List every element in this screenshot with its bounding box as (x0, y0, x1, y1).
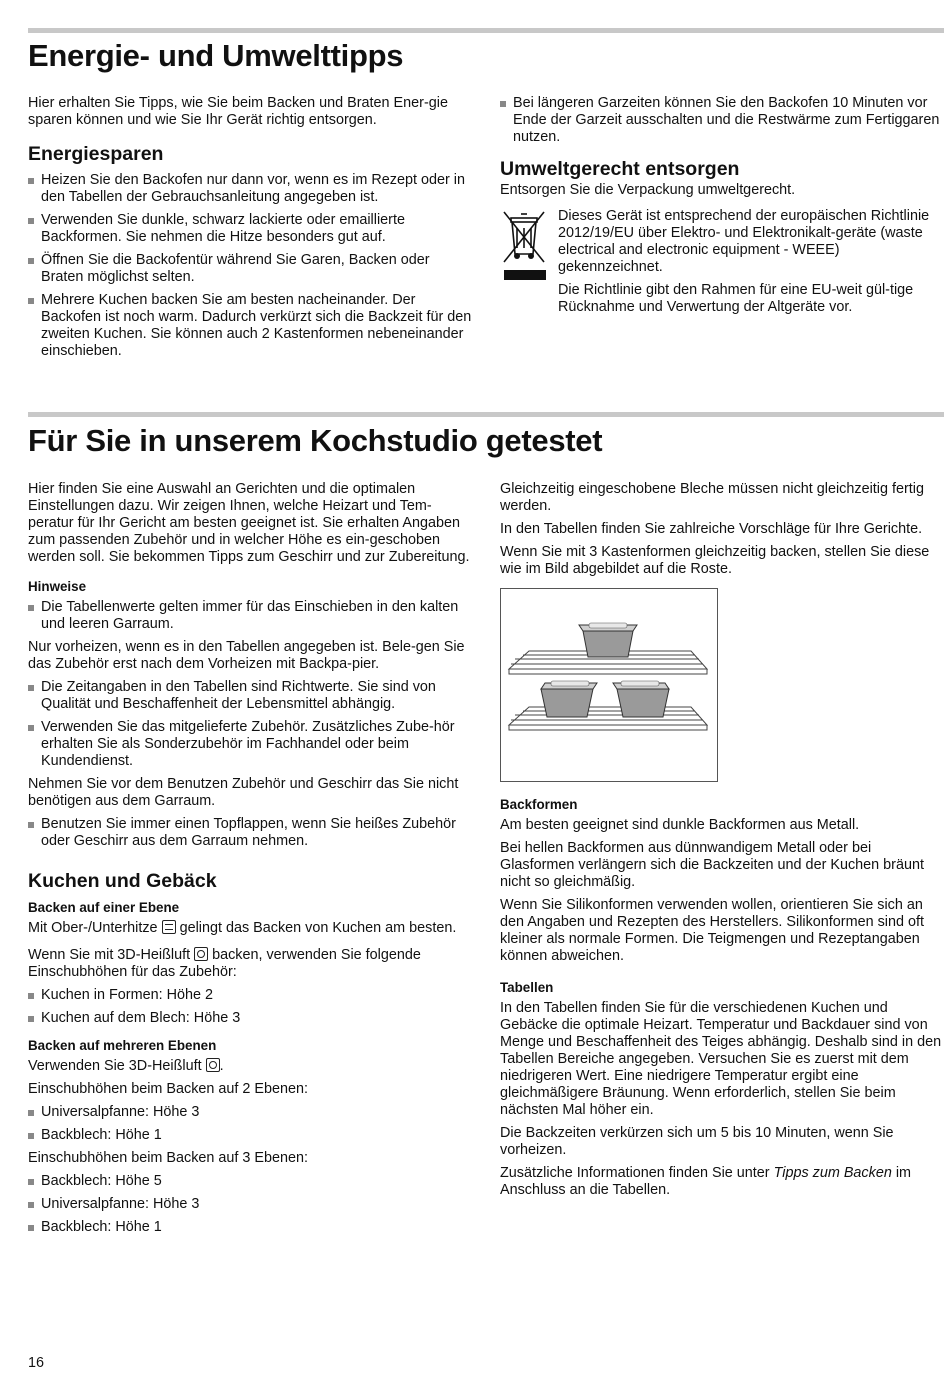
right-column-section2 (500, 481, 944, 1205)
list-item: Die Tabellenwerte gelten immer für das Einschieben in den kalten und leeren Garraum. (28, 599, 473, 633)
list-item: Verwenden Sie das mitgelieferte Zubehör. Zusätzliches Zube-hör erhalten Sie als Sonderzubehör im Fachhandel oder beim Kundendienst. (28, 719, 473, 770)
text: . (219, 1058, 224, 1074)
list-item: Universalpfanne: Höhe 3 (28, 1104, 473, 1121)
text: Bei hellen Backformen aus dünnwandigem Metall oder bei Glasformen verlängern sich die Backzeiten und der Kuchen bräunt nicht so gleichmäßig. (500, 840, 924, 890)
heading-entsorgen: Umweltgerecht entsorgen (500, 158, 740, 180)
list-item: Backblech: Höhe 5 (28, 1173, 473, 1190)
list-item: Bei längeren Garzeiten können Sie den Backofen 10 Minuten vor Ende der Garzeit ausschalten und die Restwärme zum Fertiggaren nutzen. (500, 95, 944, 146)
heading-tabellen: Tabellen (500, 980, 554, 995)
list-item: Backblech: Höhe 1 (28, 1219, 473, 1236)
two-levels-intro: Einschubhöhen beim Backen auf 2 Ebenen: (28, 1081, 309, 1097)
heading-backformen: Backformen (500, 797, 578, 812)
list-item: Öffnen Sie die Backofentür während Sie Garen, Backen oder Braten möglichst selten. (28, 252, 473, 286)
list-item-continuation: Nur vorheizen, wenn es in den Tabellen angegeben ist. Bele-gen Sie das Zubehör erst nach dem Vorheizen mit Backpa-pier. (28, 639, 465, 672)
energiesparen-list (28, 172, 473, 360)
heading-energiesparen: Energiesparen (28, 143, 164, 165)
top-bottom-heat-icon (162, 920, 176, 934)
weee-icon (500, 208, 558, 322)
list-item: Die Zeitangaben in den Tabellen sind Richtwerte. Sie sind von Qualität und Beschaffenheit der Lebensmittel abhängig. (28, 679, 473, 713)
list-item: Universalpfanne: Höhe 3 (28, 1196, 473, 1213)
left-column-section1 (28, 95, 473, 366)
text: Verwenden Sie 3D-Heißluft (28, 1058, 202, 1074)
heading-backen-mehreren-ebenen: Backen auf mehreren Ebenen (28, 1038, 217, 1053)
text: In den Tabellen finden Sie für die verschiedenen Kuchen und Gebäcke die optimale Heizart. Temperatur und Backdauer sind von Menge und Beschaffenheit des Teiges abhängig. Deshalb sind in den Tabellen Bereiche angegeben. Versuchen Sie es zuerst mit dem niedrigeren Wert. Eine niedrigere Temperatur ergibt eine gleichmäßigere Bräunung. Wenn erforderlich, stellen Sie beim nächsten Mal höher ein. (500, 1000, 942, 1118)
heading-backen-einer-ebene: Backen auf einer Ebene (28, 900, 180, 915)
text: gelingt das Backen von Kuchen am besten. (179, 920, 457, 936)
three-levels-list (28, 1173, 473, 1236)
section-rule (28, 412, 944, 417)
text: Wenn Sie mit 3D-Heißluft (28, 947, 191, 963)
text: Die Backzeiten verkürzen sich um 5 bis 10 Minuten, wenn Sie vorheizen. (500, 1125, 894, 1158)
list-item: Kuchen in Formen: Höhe 2 (28, 987, 473, 1004)
list-item: Backblech: Höhe 1 (28, 1127, 473, 1144)
three-levels-intro: Einschubhöhen beim Backen auf 3 Ebenen: (28, 1150, 309, 1166)
entsorgen-intro: Entsorgen Sie die Verpackung umweltgerecht. (500, 182, 796, 198)
page-number: 16 (28, 1355, 45, 1371)
hot-air-fan-icon (194, 947, 208, 961)
section-rule (28, 28, 944, 33)
list-item: Benutzen Sie immer einen Topflappen, wenn Sie heißes Zubehör oder Geschirr aus dem Garraum nehmen. (28, 816, 473, 850)
right-column-section1 (500, 95, 944, 322)
intro-text: Hier finden Sie eine Auswahl an Gerichten und die optimalen Einstellungen dazu. Wir zeigen Ihnen, welche Heizart und Tem-peratur für Ihr Gericht am besten geeignet ist. Sie erhalten Angaben zum passenden Zubehör und in welcher Höhe es ein-geschoben werden soll. Sie bekommen Tipps zum Geschirr und zur Zubereitung. (28, 481, 470, 565)
weee-block (500, 208, 944, 322)
heading-kuchen: Kuchen und Gebäck (28, 870, 217, 892)
text: Wenn Sie Silikonformen verwenden wollen, orientieren Sie sich an den Angaben und Rezepten des Herstellers. Silikonformen sind oft kleiner als normale Formen. Die Teigmengen und Rezeptangaben können abweichen. (500, 897, 924, 964)
baking-tins-on-racks-illustration (500, 588, 718, 782)
hot-air-fan-icon (206, 1058, 220, 1072)
text: Mit Ober-/Unterhitze (28, 920, 158, 936)
heading-hinweise: Hinweise (28, 579, 87, 594)
list-item: Mehrere Kuchen backen Sie am besten nacheinander. Der Backofen ist noch warm. Dadurch verkürzt sich die Backzeit für den zweiten Kuchen. Sie können auch 2 Kastenformen nebeneinander einschieben. (28, 292, 473, 360)
text: backen, verwenden Sie folgende Einschubhöhen für das Zubehör: (28, 947, 421, 980)
list-item: Heizen Sie den Backofen nur dann vor, wenn es im Rezept oder in den Tabellen der Gebrauchsanleitung angegeben ist. (28, 172, 473, 206)
intro-text: Hier erhalten Sie Tipps, wie Sie beim Backen und Braten Ener-gie sparen können und wie Sie Ihr Gerät richtig entsorgen. (28, 95, 448, 128)
list-item: Verwenden Sie dunkle, schwarz lackierte oder emaillierte Backformen. Sie nehmen die Hitze besonders gut auf. (28, 212, 473, 246)
list-item: Kuchen auf dem Blech: Höhe 3 (28, 1010, 473, 1027)
list-item-continuation: Nehmen Sie vor dem Benutzen Zubehör und Geschirr das Sie nicht benötigen aus dem Garraum. (28, 776, 459, 809)
emphasis-link-text: Tipps zum Backen (773, 1165, 892, 1181)
section-title-energie: Energie- und Umwelttipps (28, 38, 404, 73)
hinweise-list (28, 599, 473, 850)
text: In den Tabellen finden Sie zahlreiche Vorschläge für Ihre Gerichte. (500, 521, 923, 537)
text: Gleichzeitig eingeschobene Bleche müssen nicht gleichzeitig fertig werden. (500, 481, 924, 514)
text: Am besten geeignet sind dunkle Backformen aus Metall. (500, 817, 860, 833)
text: Zusätzliche Informationen finden Sie unter Tipps zum Backen im Anschluss an die Tabellen. (500, 1165, 912, 1198)
two-levels-list (28, 1104, 473, 1144)
weee-text-2: Die Richtlinie gibt den Rahmen für eine EU-weit gül-tige Rücknahme und Verwertung der Altgeräte vor. (558, 282, 914, 315)
ebene-list (28, 987, 473, 1027)
weee-text-1: Dieses Gerät ist entsprechend der europäischen Richtlinie 2012/19/EU über Elektro- und Elektronikalt-geräte (waste electrical and electronic equipment - WEEE) gekennzeichnet. (558, 208, 930, 275)
left-column-section2 (28, 481, 473, 1242)
text: Wenn Sie mit 3 Kastenformen gleichzeitig backen, stellen Sie diese wie im Bild abgebildet auf die Roste. (500, 544, 930, 577)
energiesparen-list-cont (500, 95, 944, 146)
section-title-kochstudio: Für Sie in unserem Kochstudio getestet (28, 423, 603, 458)
